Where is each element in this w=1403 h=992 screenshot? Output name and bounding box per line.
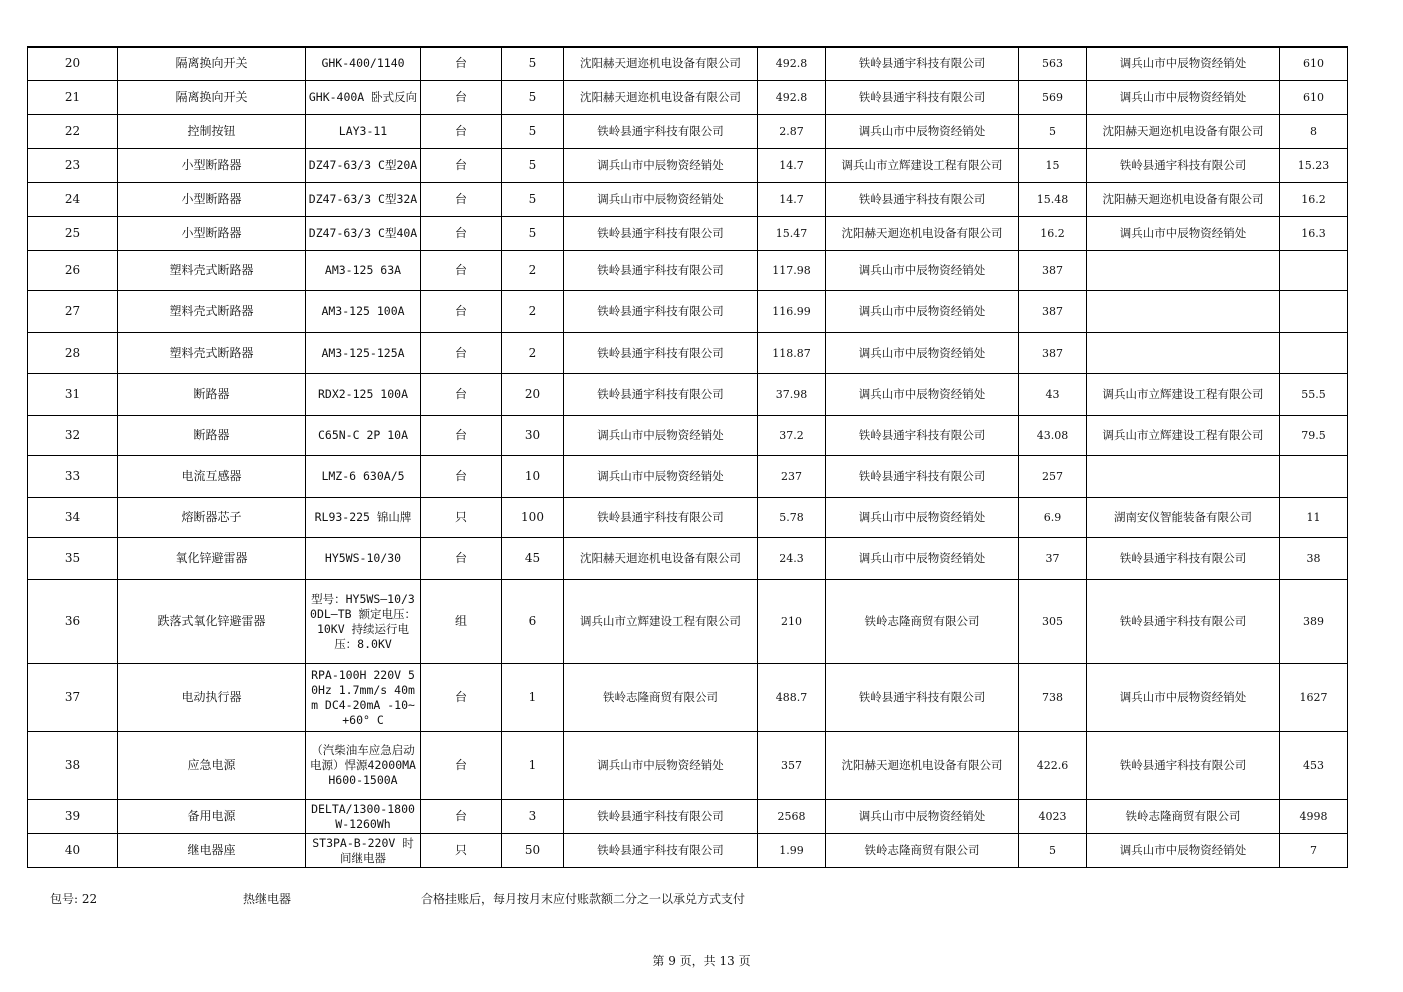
supplier-3: 铁岭县通宇科技有限公司 xyxy=(1087,149,1280,183)
item-unit: 台 xyxy=(421,664,502,732)
item-name: 跌落式氧化锌避雷器 xyxy=(118,580,306,664)
item-unit: 只 xyxy=(421,498,502,538)
price-2: 387 xyxy=(1019,333,1087,374)
price-3: 4998 xyxy=(1280,800,1348,834)
supplier-2: 调兵山市中辰物资经销处 xyxy=(826,538,1019,580)
row-number: 36 xyxy=(28,580,118,664)
price-1: 210 xyxy=(758,580,826,664)
row-number: 23 xyxy=(28,149,118,183)
supplier-2: 铁岭志隆商贸有限公司 xyxy=(826,834,1019,868)
supplier-2: 铁岭志隆商贸有限公司 xyxy=(826,580,1019,664)
item-quantity: 10 xyxy=(502,456,564,498)
supplier-1: 沈阳赫天迴迩机电设备有限公司 xyxy=(564,47,758,81)
table-row xyxy=(28,149,1348,183)
supplier-1: 调兵山市中辰物资经销处 xyxy=(564,183,758,217)
item-unit: 台 xyxy=(421,217,502,251)
price-1: 2568 xyxy=(758,800,826,834)
supplier-3: 铁岭县通宇科技有限公司 xyxy=(1087,538,1280,580)
price-3: 610 xyxy=(1280,81,1348,115)
price-2: 569 xyxy=(1019,81,1087,115)
item-spec: DELTA/1300-1800W-1260Wh xyxy=(306,800,421,834)
price-3: 1627 xyxy=(1280,664,1348,732)
table-row xyxy=(28,456,1348,498)
table-row xyxy=(28,732,1348,800)
table-row xyxy=(28,498,1348,538)
supplier-3: 铁岭志隆商贸有限公司 xyxy=(1087,800,1280,834)
item-spec: DZ47-63/3 C型40A xyxy=(306,217,421,251)
table-row xyxy=(28,183,1348,217)
price-3 xyxy=(1280,333,1348,374)
price-3 xyxy=(1280,291,1348,333)
price-2: 37 xyxy=(1019,538,1087,580)
item-quantity: 50 xyxy=(502,834,564,868)
row-number: 26 xyxy=(28,251,118,291)
item-unit: 台 xyxy=(421,251,502,291)
price-1: 237 xyxy=(758,456,826,498)
price-1: 14.7 xyxy=(758,183,826,217)
item-name-note: 热继电器 xyxy=(243,892,292,906)
table-row xyxy=(28,251,1348,291)
table-row xyxy=(28,374,1348,416)
price-2: 16.2 xyxy=(1019,217,1087,251)
row-number: 28 xyxy=(28,333,118,374)
price-3: 453 xyxy=(1280,732,1348,800)
table-row xyxy=(28,538,1348,580)
row-number: 40 xyxy=(28,834,118,868)
supplier-1: 调兵山市立辉建设工程有限公司 xyxy=(564,580,758,664)
supplier-2: 调兵山市中辰物资经销处 xyxy=(826,800,1019,834)
table-row xyxy=(28,580,1348,664)
row-number: 32 xyxy=(28,416,118,456)
price-2: 422.6 xyxy=(1019,732,1087,800)
price-2: 43.08 xyxy=(1019,416,1087,456)
supplier-3: 铁岭县通宇科技有限公司 xyxy=(1087,732,1280,800)
supplier-3 xyxy=(1087,456,1280,498)
price-1: 488.7 xyxy=(758,664,826,732)
price-3: 7 xyxy=(1280,834,1348,868)
price-2: 563 xyxy=(1019,47,1087,81)
table-row xyxy=(28,291,1348,333)
item-spec: GHK-400/1140 xyxy=(306,47,421,81)
item-spec: RPA-100H 220V 50Hz 1.7mm/s 40mm DC4-20mA -10~+60° C xyxy=(306,664,421,732)
item-name: 断路器 xyxy=(118,374,306,416)
price-2: 6.9 xyxy=(1019,498,1087,538)
table-row xyxy=(28,664,1348,732)
price-1: 5.78 xyxy=(758,498,826,538)
price-2: 738 xyxy=(1019,664,1087,732)
item-quantity: 5 xyxy=(502,217,564,251)
supplier-1: 铁岭县通宇科技有限公司 xyxy=(564,834,758,868)
supplier-1: 铁岭县通宇科技有限公司 xyxy=(564,374,758,416)
supplier-2: 铁岭县通宇科技有限公司 xyxy=(826,47,1019,81)
item-spec: AM3-125 63A xyxy=(306,251,421,291)
supplier-2: 调兵山市中辰物资经销处 xyxy=(826,374,1019,416)
item-unit: 台 xyxy=(421,81,502,115)
item-spec: （汽柴油车应急启动电源）悍源42000MAH600-1500A xyxy=(306,732,421,800)
item-quantity: 1 xyxy=(502,732,564,800)
item-spec: ST3PA-B-220V 时间继电器 xyxy=(306,834,421,868)
item-unit: 台 xyxy=(421,538,502,580)
item-name: 小型断路器 xyxy=(118,183,306,217)
item-unit: 台 xyxy=(421,333,502,374)
item-spec: LMZ-6 630A/5 xyxy=(306,456,421,498)
price-3: 11 xyxy=(1280,498,1348,538)
supplier-3: 调兵山市中辰物资经销处 xyxy=(1087,47,1280,81)
price-2: 4023 xyxy=(1019,800,1087,834)
table-row xyxy=(28,834,1348,868)
supplier-2: 铁岭县通宇科技有限公司 xyxy=(826,183,1019,217)
price-2: 15.48 xyxy=(1019,183,1087,217)
supplier-3 xyxy=(1087,291,1280,333)
price-3: 16.3 xyxy=(1280,217,1348,251)
price-1: 1.99 xyxy=(758,834,826,868)
item-spec: GHK-400A 卧式反向 xyxy=(306,81,421,115)
item-spec: DZ47-63/3 C型32A xyxy=(306,183,421,217)
item-name: 小型断路器 xyxy=(118,217,306,251)
item-name: 氧化锌避雷器 xyxy=(118,538,306,580)
supplier-2: 铁岭县通宇科技有限公司 xyxy=(826,416,1019,456)
item-spec: 型号：HY5WS—10/30DL—TB 额定电压：10KV 持续运行电压：8.0KV xyxy=(306,580,421,664)
price-3: 16.2 xyxy=(1280,183,1348,217)
item-unit: 台 xyxy=(421,416,502,456)
item-name: 熔断器芯子 xyxy=(118,498,306,538)
price-3 xyxy=(1280,456,1348,498)
price-1: 116.99 xyxy=(758,291,826,333)
payment-terms-note: 合格挂账后，每月按月末应付账款额二分之一以承兑方式支付 xyxy=(421,892,746,906)
price-2: 387 xyxy=(1019,291,1087,333)
supplier-3: 调兵山市中辰物资经销处 xyxy=(1087,664,1280,732)
supplier-3: 调兵山市中辰物资经销处 xyxy=(1087,81,1280,115)
item-unit: 台 xyxy=(421,374,502,416)
price-1: 24.3 xyxy=(758,538,826,580)
price-3 xyxy=(1280,251,1348,291)
price-2: 257 xyxy=(1019,456,1087,498)
price-3: 8 xyxy=(1280,115,1348,149)
price-2: 5 xyxy=(1019,834,1087,868)
supplier-3: 调兵山市立辉建设工程有限公司 xyxy=(1087,374,1280,416)
supplier-2: 铁岭县通宇科技有限公司 xyxy=(826,456,1019,498)
row-number: 25 xyxy=(28,217,118,251)
supplier-2: 调兵山市中辰物资经销处 xyxy=(826,333,1019,374)
row-number: 22 xyxy=(28,115,118,149)
supplier-2: 调兵山市中辰物资经销处 xyxy=(826,498,1019,538)
supplier-1: 铁岭县通宇科技有限公司 xyxy=(564,800,758,834)
row-number: 39 xyxy=(28,800,118,834)
supplier-1: 调兵山市中辰物资经销处 xyxy=(564,149,758,183)
item-quantity: 5 xyxy=(502,183,564,217)
price-3: 610 xyxy=(1280,47,1348,81)
supplier-3: 调兵山市中辰物资经销处 xyxy=(1087,217,1280,251)
table-row xyxy=(28,47,1348,81)
item-quantity: 5 xyxy=(502,81,564,115)
price-1: 492.8 xyxy=(758,81,826,115)
price-2: 305 xyxy=(1019,580,1087,664)
price-1: 15.47 xyxy=(758,217,826,251)
item-quantity: 2 xyxy=(502,333,564,374)
row-number: 21 xyxy=(28,81,118,115)
item-name: 隔离换向开关 xyxy=(118,81,306,115)
item-name: 应急电源 xyxy=(118,732,306,800)
row-number: 20 xyxy=(28,47,118,81)
supplier-1: 铁岭县通宇科技有限公司 xyxy=(564,115,758,149)
item-spec: C65N-C 2P 10A xyxy=(306,416,421,456)
price-3: 389 xyxy=(1280,580,1348,664)
row-number: 35 xyxy=(28,538,118,580)
item-unit: 台 xyxy=(421,800,502,834)
item-spec: RL93-225 锦山牌 xyxy=(306,498,421,538)
item-spec: DZ47-63/3 C型20A xyxy=(306,149,421,183)
supplier-2: 沈阳赫天迴迩机电设备有限公司 xyxy=(826,732,1019,800)
price-1: 357 xyxy=(758,732,826,800)
supplier-1: 沈阳赫天迴迩机电设备有限公司 xyxy=(564,538,758,580)
item-spec: RDX2-125 100A xyxy=(306,374,421,416)
item-unit: 台 xyxy=(421,183,502,217)
table-row xyxy=(28,800,1348,834)
supplier-1: 调兵山市中辰物资经销处 xyxy=(564,732,758,800)
price-3: 55.5 xyxy=(1280,374,1348,416)
supplier-3: 调兵山市立辉建设工程有限公司 xyxy=(1087,416,1280,456)
price-1: 117.98 xyxy=(758,251,826,291)
package-number: 包号: 22 xyxy=(50,892,98,906)
price-3: 79.5 xyxy=(1280,416,1348,456)
price-1: 2.87 xyxy=(758,115,826,149)
item-quantity: 5 xyxy=(502,47,564,81)
supplier-2: 铁岭县通宇科技有限公司 xyxy=(826,664,1019,732)
table-row xyxy=(28,115,1348,149)
bid-comparison-table xyxy=(27,46,1348,868)
item-quantity: 3 xyxy=(502,800,564,834)
item-quantity: 1 xyxy=(502,664,564,732)
table-row xyxy=(28,333,1348,374)
item-quantity: 20 xyxy=(502,374,564,416)
price-1: 492.8 xyxy=(758,47,826,81)
row-number: 24 xyxy=(28,183,118,217)
price-2: 387 xyxy=(1019,251,1087,291)
supplier-2: 调兵山市立辉建设工程有限公司 xyxy=(826,149,1019,183)
item-unit: 台 xyxy=(421,149,502,183)
item-name: 备用电源 xyxy=(118,800,306,834)
item-unit: 台 xyxy=(421,732,502,800)
item-quantity: 2 xyxy=(502,251,564,291)
item-quantity: 2 xyxy=(502,291,564,333)
item-unit: 台 xyxy=(421,115,502,149)
supplier-3: 沈阳赫天迴迩机电设备有限公司 xyxy=(1087,115,1280,149)
supplier-3: 湖南安仪智能装备有限公司 xyxy=(1087,498,1280,538)
supplier-2: 调兵山市中辰物资经销处 xyxy=(826,291,1019,333)
item-name: 隔离换向开关 xyxy=(118,47,306,81)
price-3: 15.23 xyxy=(1280,149,1348,183)
price-1: 118.87 xyxy=(758,333,826,374)
item-name: 电动执行器 xyxy=(118,664,306,732)
table-row xyxy=(28,81,1348,115)
row-number: 27 xyxy=(28,291,118,333)
supplier-3: 调兵山市中辰物资经销处 xyxy=(1087,834,1280,868)
table-row xyxy=(28,416,1348,456)
item-quantity: 100 xyxy=(502,498,564,538)
supplier-1: 铁岭志隆商贸有限公司 xyxy=(564,664,758,732)
supplier-3: 沈阳赫天迴迩机电设备有限公司 xyxy=(1087,183,1280,217)
price-2: 43 xyxy=(1019,374,1087,416)
supplier-1: 铁岭县通宇科技有限公司 xyxy=(564,251,758,291)
item-name: 断路器 xyxy=(118,416,306,456)
item-name: 小型断路器 xyxy=(118,149,306,183)
price-2: 15 xyxy=(1019,149,1087,183)
supplier-3 xyxy=(1087,251,1280,291)
item-name: 塑料壳式断路器 xyxy=(118,251,306,291)
supplier-1: 铁岭县通宇科技有限公司 xyxy=(564,333,758,374)
item-name: 塑料壳式断路器 xyxy=(118,291,306,333)
item-name: 塑料壳式断路器 xyxy=(118,333,306,374)
price-1: 37.98 xyxy=(758,374,826,416)
price-3: 38 xyxy=(1280,538,1348,580)
item-quantity: 45 xyxy=(502,538,564,580)
price-1: 37.2 xyxy=(758,416,826,456)
supplier-2: 调兵山市中辰物资经销处 xyxy=(826,251,1019,291)
item-unit: 台 xyxy=(421,456,502,498)
row-number: 38 xyxy=(28,732,118,800)
row-number: 34 xyxy=(28,498,118,538)
item-quantity: 30 xyxy=(502,416,564,456)
row-number: 37 xyxy=(28,664,118,732)
supplier-1: 调兵山市中辰物资经销处 xyxy=(564,456,758,498)
price-1: 14.7 xyxy=(758,149,826,183)
supplier-1: 铁岭县通宇科技有限公司 xyxy=(564,291,758,333)
item-unit: 只 xyxy=(421,834,502,868)
item-spec: AM3-125-125A xyxy=(306,333,421,374)
item-name: 电流互感器 xyxy=(118,456,306,498)
item-quantity: 5 xyxy=(502,115,564,149)
item-spec: AM3-125 100A xyxy=(306,291,421,333)
supplier-2: 调兵山市中辰物资经销处 xyxy=(826,115,1019,149)
supplier-1: 铁岭县通宇科技有限公司 xyxy=(564,217,758,251)
item-unit: 台 xyxy=(421,291,502,333)
supplier-1: 调兵山市中辰物资经销处 xyxy=(564,416,758,456)
item-name: 控制按钮 xyxy=(118,115,306,149)
table-row xyxy=(28,217,1348,251)
supplier-2: 沈阳赫天迴迩机电设备有限公司 xyxy=(826,217,1019,251)
item-quantity: 6 xyxy=(502,580,564,664)
item-unit: 组 xyxy=(421,580,502,664)
page-indicator: 第 9 页，共 13 页 xyxy=(652,954,751,968)
row-number: 33 xyxy=(28,456,118,498)
item-quantity: 5 xyxy=(502,149,564,183)
supplier-3: 铁岭县通宇科技有限公司 xyxy=(1087,580,1280,664)
price-2: 5 xyxy=(1019,115,1087,149)
supplier-2: 铁岭县通宇科技有限公司 xyxy=(826,81,1019,115)
item-unit: 台 xyxy=(421,47,502,81)
item-spec: HY5WS-10/30 xyxy=(306,538,421,580)
supplier-1: 沈阳赫天迴迩机电设备有限公司 xyxy=(564,81,758,115)
row-number: 31 xyxy=(28,374,118,416)
supplier-1: 铁岭县通宇科技有限公司 xyxy=(564,498,758,538)
item-spec: LAY3-11 xyxy=(306,115,421,149)
item-name: 继电器座 xyxy=(118,834,306,868)
supplier-3 xyxy=(1087,333,1280,374)
